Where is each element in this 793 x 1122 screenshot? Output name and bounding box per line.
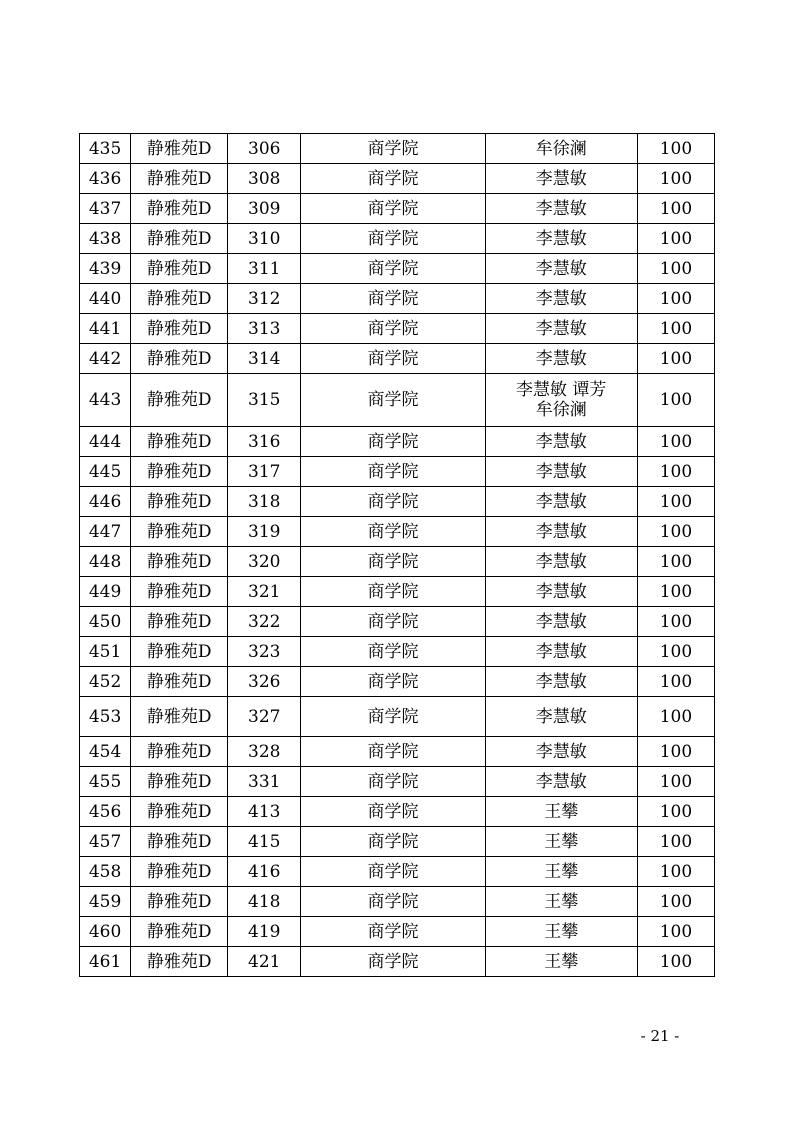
college-cell: 商学院 bbox=[301, 637, 485, 667]
score-cell: 100 bbox=[637, 797, 714, 827]
row-number-cell: 443 bbox=[80, 374, 131, 427]
room-cell: 306 bbox=[228, 134, 301, 164]
room-cell: 328 bbox=[228, 737, 301, 767]
dorm-score-table bbox=[79, 133, 715, 977]
row-number-cell: 439 bbox=[80, 254, 131, 284]
table-row bbox=[80, 887, 715, 917]
table-row bbox=[80, 917, 715, 947]
advisor-cell: 李慧敏 bbox=[485, 487, 637, 517]
building-cell: 静雅苑D bbox=[131, 547, 228, 577]
table-row bbox=[80, 374, 715, 427]
room-cell: 314 bbox=[228, 344, 301, 374]
building-cell: 静雅苑D bbox=[131, 917, 228, 947]
table-row bbox=[80, 487, 715, 517]
row-number-cell: 442 bbox=[80, 344, 131, 374]
table-row bbox=[80, 667, 715, 697]
table-row bbox=[80, 164, 715, 194]
advisor-cell: 李慧敏 bbox=[485, 164, 637, 194]
row-number-cell: 455 bbox=[80, 767, 131, 797]
room-cell: 309 bbox=[228, 194, 301, 224]
advisor-cell: 李慧敏 bbox=[485, 254, 637, 284]
college-cell: 商学院 bbox=[301, 254, 485, 284]
row-number-cell: 457 bbox=[80, 827, 131, 857]
building-cell: 静雅苑D bbox=[131, 224, 228, 254]
score-cell: 100 bbox=[637, 547, 714, 577]
score-cell: 100 bbox=[637, 314, 714, 344]
advisor-cell: 李慧敏 bbox=[485, 194, 637, 224]
advisor-line: 李慧敏 谭芳 bbox=[516, 380, 607, 400]
building-cell: 静雅苑D bbox=[131, 857, 228, 887]
table-row bbox=[80, 194, 715, 224]
building-cell: 静雅苑D bbox=[131, 737, 228, 767]
advisor-cell: 李慧敏 bbox=[485, 344, 637, 374]
table-row bbox=[80, 947, 715, 977]
row-number-cell: 441 bbox=[80, 314, 131, 344]
row-number-cell: 460 bbox=[80, 917, 131, 947]
table-row bbox=[80, 284, 715, 314]
table-row bbox=[80, 224, 715, 254]
score-cell: 100 bbox=[637, 767, 714, 797]
row-number-cell: 440 bbox=[80, 284, 131, 314]
table-row bbox=[80, 517, 715, 547]
row-number-cell: 450 bbox=[80, 607, 131, 637]
row-number-cell: 458 bbox=[80, 857, 131, 887]
college-cell: 商学院 bbox=[301, 697, 485, 737]
room-cell: 315 bbox=[228, 374, 301, 427]
table-row bbox=[80, 767, 715, 797]
score-cell: 100 bbox=[637, 827, 714, 857]
college-cell: 商学院 bbox=[301, 164, 485, 194]
advisor-cell bbox=[485, 374, 637, 427]
advisor-cell: 王攀 bbox=[485, 857, 637, 887]
table-row bbox=[80, 737, 715, 767]
building-cell: 静雅苑D bbox=[131, 947, 228, 977]
advisor-cell: 王攀 bbox=[485, 887, 637, 917]
score-cell: 100 bbox=[637, 194, 714, 224]
table-row bbox=[80, 254, 715, 284]
advisor-cell: 李慧敏 bbox=[485, 284, 637, 314]
room-cell: 327 bbox=[228, 697, 301, 737]
building-cell: 静雅苑D bbox=[131, 697, 228, 737]
advisor-line: 牟徐澜 bbox=[535, 400, 587, 420]
row-number-cell: 437 bbox=[80, 194, 131, 224]
building-cell: 静雅苑D bbox=[131, 284, 228, 314]
room-cell: 323 bbox=[228, 637, 301, 667]
college-cell: 商学院 bbox=[301, 344, 485, 374]
advisor-cell: 李慧敏 bbox=[485, 737, 637, 767]
room-cell: 319 bbox=[228, 517, 301, 547]
building-cell: 静雅苑D bbox=[131, 887, 228, 917]
room-cell: 312 bbox=[228, 284, 301, 314]
score-cell: 100 bbox=[637, 164, 714, 194]
score-cell: 100 bbox=[637, 427, 714, 457]
college-cell: 商学院 bbox=[301, 667, 485, 697]
row-number-cell: 453 bbox=[80, 697, 131, 737]
room-cell: 311 bbox=[228, 254, 301, 284]
room-cell: 413 bbox=[228, 797, 301, 827]
score-cell: 100 bbox=[637, 134, 714, 164]
score-cell: 100 bbox=[637, 697, 714, 737]
advisor-cell: 王攀 bbox=[485, 947, 637, 977]
row-number-cell: 461 bbox=[80, 947, 131, 977]
advisor-cell: 李慧敏 bbox=[485, 767, 637, 797]
college-cell: 商学院 bbox=[301, 577, 485, 607]
building-cell: 静雅苑D bbox=[131, 374, 228, 427]
room-cell: 316 bbox=[228, 427, 301, 457]
room-cell: 320 bbox=[228, 547, 301, 577]
college-cell: 商学院 bbox=[301, 487, 485, 517]
college-cell: 商学院 bbox=[301, 284, 485, 314]
room-cell: 331 bbox=[228, 767, 301, 797]
college-cell: 商学院 bbox=[301, 427, 485, 457]
score-cell: 100 bbox=[637, 517, 714, 547]
row-number-cell: 438 bbox=[80, 224, 131, 254]
building-cell: 静雅苑D bbox=[131, 577, 228, 607]
score-cell: 100 bbox=[637, 577, 714, 607]
table-row bbox=[80, 827, 715, 857]
college-cell: 商学院 bbox=[301, 134, 485, 164]
building-cell: 静雅苑D bbox=[131, 487, 228, 517]
row-number-cell: 446 bbox=[80, 487, 131, 517]
score-cell: 100 bbox=[637, 224, 714, 254]
row-number-cell: 449 bbox=[80, 577, 131, 607]
advisor-cell: 李慧敏 bbox=[485, 314, 637, 344]
score-cell: 100 bbox=[637, 947, 714, 977]
room-cell: 308 bbox=[228, 164, 301, 194]
table-body bbox=[80, 134, 715, 977]
row-number-cell: 459 bbox=[80, 887, 131, 917]
building-cell: 静雅苑D bbox=[131, 607, 228, 637]
advisor-cell: 李慧敏 bbox=[485, 457, 637, 487]
building-cell: 静雅苑D bbox=[131, 767, 228, 797]
room-cell: 416 bbox=[228, 857, 301, 887]
table-row bbox=[80, 697, 715, 737]
room-cell: 415 bbox=[228, 827, 301, 857]
room-cell: 310 bbox=[228, 224, 301, 254]
row-number-cell: 444 bbox=[80, 427, 131, 457]
row-number-cell: 436 bbox=[80, 164, 131, 194]
building-cell: 静雅苑D bbox=[131, 134, 228, 164]
row-number-cell: 435 bbox=[80, 134, 131, 164]
score-cell: 100 bbox=[637, 487, 714, 517]
college-cell: 商学院 bbox=[301, 607, 485, 637]
building-cell: 静雅苑D bbox=[131, 164, 228, 194]
score-cell: 100 bbox=[637, 254, 714, 284]
room-cell: 318 bbox=[228, 487, 301, 517]
room-cell: 313 bbox=[228, 314, 301, 344]
room-cell: 326 bbox=[228, 667, 301, 697]
table-row bbox=[80, 314, 715, 344]
college-cell: 商学院 bbox=[301, 737, 485, 767]
college-cell: 商学院 bbox=[301, 457, 485, 487]
building-cell: 静雅苑D bbox=[131, 667, 228, 697]
college-cell: 商学院 bbox=[301, 917, 485, 947]
row-number-cell: 451 bbox=[80, 637, 131, 667]
building-cell: 静雅苑D bbox=[131, 637, 228, 667]
building-cell: 静雅苑D bbox=[131, 457, 228, 487]
building-cell: 静雅苑D bbox=[131, 194, 228, 224]
college-cell: 商学院 bbox=[301, 224, 485, 254]
table-row bbox=[80, 637, 715, 667]
room-cell: 317 bbox=[228, 457, 301, 487]
table-row bbox=[80, 547, 715, 577]
advisor-cell: 李慧敏 bbox=[485, 517, 637, 547]
advisor-cell: 王攀 bbox=[485, 827, 637, 857]
score-cell: 100 bbox=[637, 887, 714, 917]
score-cell: 100 bbox=[637, 344, 714, 374]
table-row bbox=[80, 344, 715, 374]
advisor-cell: 李慧敏 bbox=[485, 667, 637, 697]
college-cell: 商学院 bbox=[301, 314, 485, 344]
advisor-cell: 李慧敏 bbox=[485, 607, 637, 637]
advisor-cell: 李慧敏 bbox=[485, 427, 637, 457]
college-cell: 商学院 bbox=[301, 194, 485, 224]
college-cell: 商学院 bbox=[301, 517, 485, 547]
college-cell: 商学院 bbox=[301, 827, 485, 857]
table-row bbox=[80, 457, 715, 487]
building-cell: 静雅苑D bbox=[131, 254, 228, 284]
score-cell: 100 bbox=[637, 857, 714, 887]
building-cell: 静雅苑D bbox=[131, 827, 228, 857]
row-number-cell: 452 bbox=[80, 667, 131, 697]
row-number-cell: 448 bbox=[80, 547, 131, 577]
room-cell: 421 bbox=[228, 947, 301, 977]
advisor-cell: 李慧敏 bbox=[485, 577, 637, 607]
college-cell: 商学院 bbox=[301, 767, 485, 797]
advisor-cell: 牟徐澜 bbox=[485, 134, 637, 164]
college-cell: 商学院 bbox=[301, 857, 485, 887]
row-number-cell: 447 bbox=[80, 517, 131, 547]
table-row bbox=[80, 857, 715, 887]
building-cell: 静雅苑D bbox=[131, 797, 228, 827]
score-cell: 100 bbox=[637, 667, 714, 697]
table-row bbox=[80, 134, 715, 164]
advisor-cell: 李慧敏 bbox=[485, 547, 637, 577]
score-cell: 100 bbox=[637, 917, 714, 947]
advisor-cell: 李慧敏 bbox=[485, 637, 637, 667]
row-number-cell: 445 bbox=[80, 457, 131, 487]
room-cell: 418 bbox=[228, 887, 301, 917]
building-cell: 静雅苑D bbox=[131, 314, 228, 344]
room-cell: 322 bbox=[228, 607, 301, 637]
score-cell: 100 bbox=[637, 637, 714, 667]
advisor-cell: 王攀 bbox=[485, 917, 637, 947]
room-cell: 321 bbox=[228, 577, 301, 607]
page-number: - 21 - bbox=[640, 1027, 680, 1045]
advisor-cell: 李慧敏 bbox=[485, 224, 637, 254]
table-row bbox=[80, 607, 715, 637]
building-cell: 静雅苑D bbox=[131, 344, 228, 374]
score-cell: 100 bbox=[637, 284, 714, 314]
college-cell: 商学院 bbox=[301, 947, 485, 977]
score-cell: 100 bbox=[637, 737, 714, 767]
score-cell: 100 bbox=[637, 374, 714, 427]
college-cell: 商学院 bbox=[301, 547, 485, 577]
score-cell: 100 bbox=[637, 457, 714, 487]
college-cell: 商学院 bbox=[301, 797, 485, 827]
building-cell: 静雅苑D bbox=[131, 427, 228, 457]
building-cell: 静雅苑D bbox=[131, 517, 228, 547]
advisor-cell: 王攀 bbox=[485, 797, 637, 827]
row-number-cell: 454 bbox=[80, 737, 131, 767]
college-cell: 商学院 bbox=[301, 887, 485, 917]
table-row bbox=[80, 427, 715, 457]
score-cell: 100 bbox=[637, 607, 714, 637]
table-row bbox=[80, 577, 715, 607]
college-cell: 商学院 bbox=[301, 374, 485, 427]
advisor-cell: 李慧敏 bbox=[485, 697, 637, 737]
table-row bbox=[80, 797, 715, 827]
row-number-cell: 456 bbox=[80, 797, 131, 827]
room-cell: 419 bbox=[228, 917, 301, 947]
